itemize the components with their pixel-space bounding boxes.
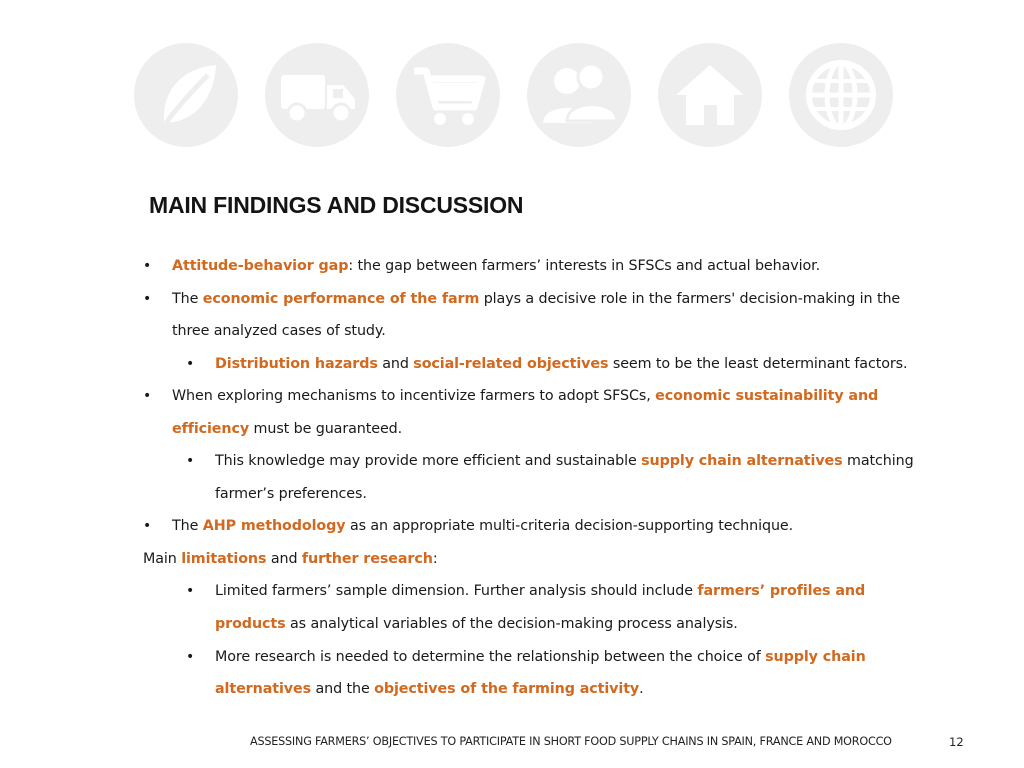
finding-ahp-methodology: [172, 518, 793, 534]
body-text: This knowledge may provide more efficient and sustainable: [215, 453, 642, 469]
bullet-marker: •: [143, 258, 152, 274]
body-text: as analytical variables of the decision-making process analysis.: [285, 616, 738, 632]
sub-bullet-marker: •: [186, 356, 195, 372]
finding-incentive-mechanisms: [172, 388, 878, 404]
highlight-text: limitations: [181, 551, 267, 567]
body-text: and the: [311, 681, 375, 697]
icon-row: [134, 43, 894, 147]
highlight-text: supply chain: [765, 649, 866, 665]
body-text: and: [266, 551, 302, 567]
body-text: .: [639, 681, 644, 697]
body-text: and: [377, 356, 414, 372]
truck-icon: [265, 43, 369, 147]
sub-bullet-marker: •: [186, 649, 195, 665]
finding-incentive-mechanisms-cont: [172, 421, 402, 437]
body-text: three analyzed cases of study.: [172, 323, 386, 339]
bullet-marker: •: [143, 518, 152, 534]
body-text: Main: [143, 551, 182, 567]
highlight-text: alternatives: [215, 681, 312, 697]
users-icon: [527, 43, 631, 147]
highlight-text: products: [215, 616, 286, 632]
body-text: seem to be the least determinant factors.: [608, 356, 908, 372]
limitation-further-research-cont: [215, 681, 644, 697]
globe-icon: [789, 43, 893, 147]
body-text: The: [172, 518, 203, 534]
page-title: MAIN FINDINGS AND DISCUSSION: [149, 192, 524, 218]
body-text: The: [172, 291, 203, 307]
body-text: When exploring mechanisms to incentivize farmers to adopt SFSCs,: [172, 388, 656, 404]
page-number: 12: [949, 735, 964, 749]
finding-supply-chain-alternatives-cont: [215, 486, 367, 502]
finding-least-determinant: [215, 356, 907, 372]
highlight-text: Attitude-behavior gap: [172, 258, 349, 274]
limitation-sample-dimension-cont: [215, 616, 738, 632]
highlight-text: economic performance of the farm: [202, 291, 480, 307]
slide-footer: ASSESSING FARMERS’ OBJECTIVES TO PARTICIPATE IN SHORT FOOD SUPPLY CHAINS IN SPAIN, FRANCE AND MOROCCO: [250, 735, 892, 748]
body-text: : the gap between farmers’ interests in SFSCs and actual behavior.: [348, 258, 821, 274]
limitation-sample-dimension: [215, 583, 865, 599]
finding-supply-chain-alternatives: [215, 453, 914, 469]
home-icon: [658, 43, 762, 147]
highlight-text: social-related objectives: [413, 356, 609, 372]
highlight-text: economic sustainability and: [655, 388, 879, 404]
body-text: plays a decisive role in the farmers' decision-making in the: [479, 291, 901, 307]
highlight-text: supply chain alternatives: [641, 453, 843, 469]
body-text: must be guaranteed.: [249, 421, 403, 437]
finding-economic-performance-cont: [172, 323, 386, 339]
finding-economic-performance: [172, 291, 900, 307]
body-text: More research is needed to determine the relationship between the choice of: [215, 649, 766, 665]
sub-bullet-marker: •: [186, 583, 195, 599]
sub-bullet-marker: •: [186, 453, 195, 469]
highlight-text: farmers’ profiles and: [697, 583, 866, 599]
highlight-text: further research: [301, 551, 433, 567]
body-text: farmer’s preferences.: [215, 486, 367, 502]
highlight-text: Distribution hazards: [215, 356, 378, 372]
limitation-further-research: [215, 649, 866, 665]
bullet-marker: •: [143, 388, 152, 404]
body-text: matching: [842, 453, 914, 469]
highlight-text: objectives of the farming activity: [374, 681, 640, 697]
body-text: :: [432, 551, 438, 567]
limitations-heading: [143, 551, 438, 567]
body-text: Limited farmers’ sample dimension. Further analysis should include: [215, 583, 698, 599]
bullet-marker: •: [143, 291, 152, 307]
finding-attitude-gap: [172, 258, 820, 274]
highlight-text: efficiency: [172, 421, 250, 437]
leaf-icon: [134, 43, 238, 147]
body-text: as an appropriate multi-criteria decision-supporting technique.: [345, 518, 794, 534]
shopping-cart-icon: [396, 43, 500, 147]
highlight-text: AHP methodology: [202, 518, 346, 534]
